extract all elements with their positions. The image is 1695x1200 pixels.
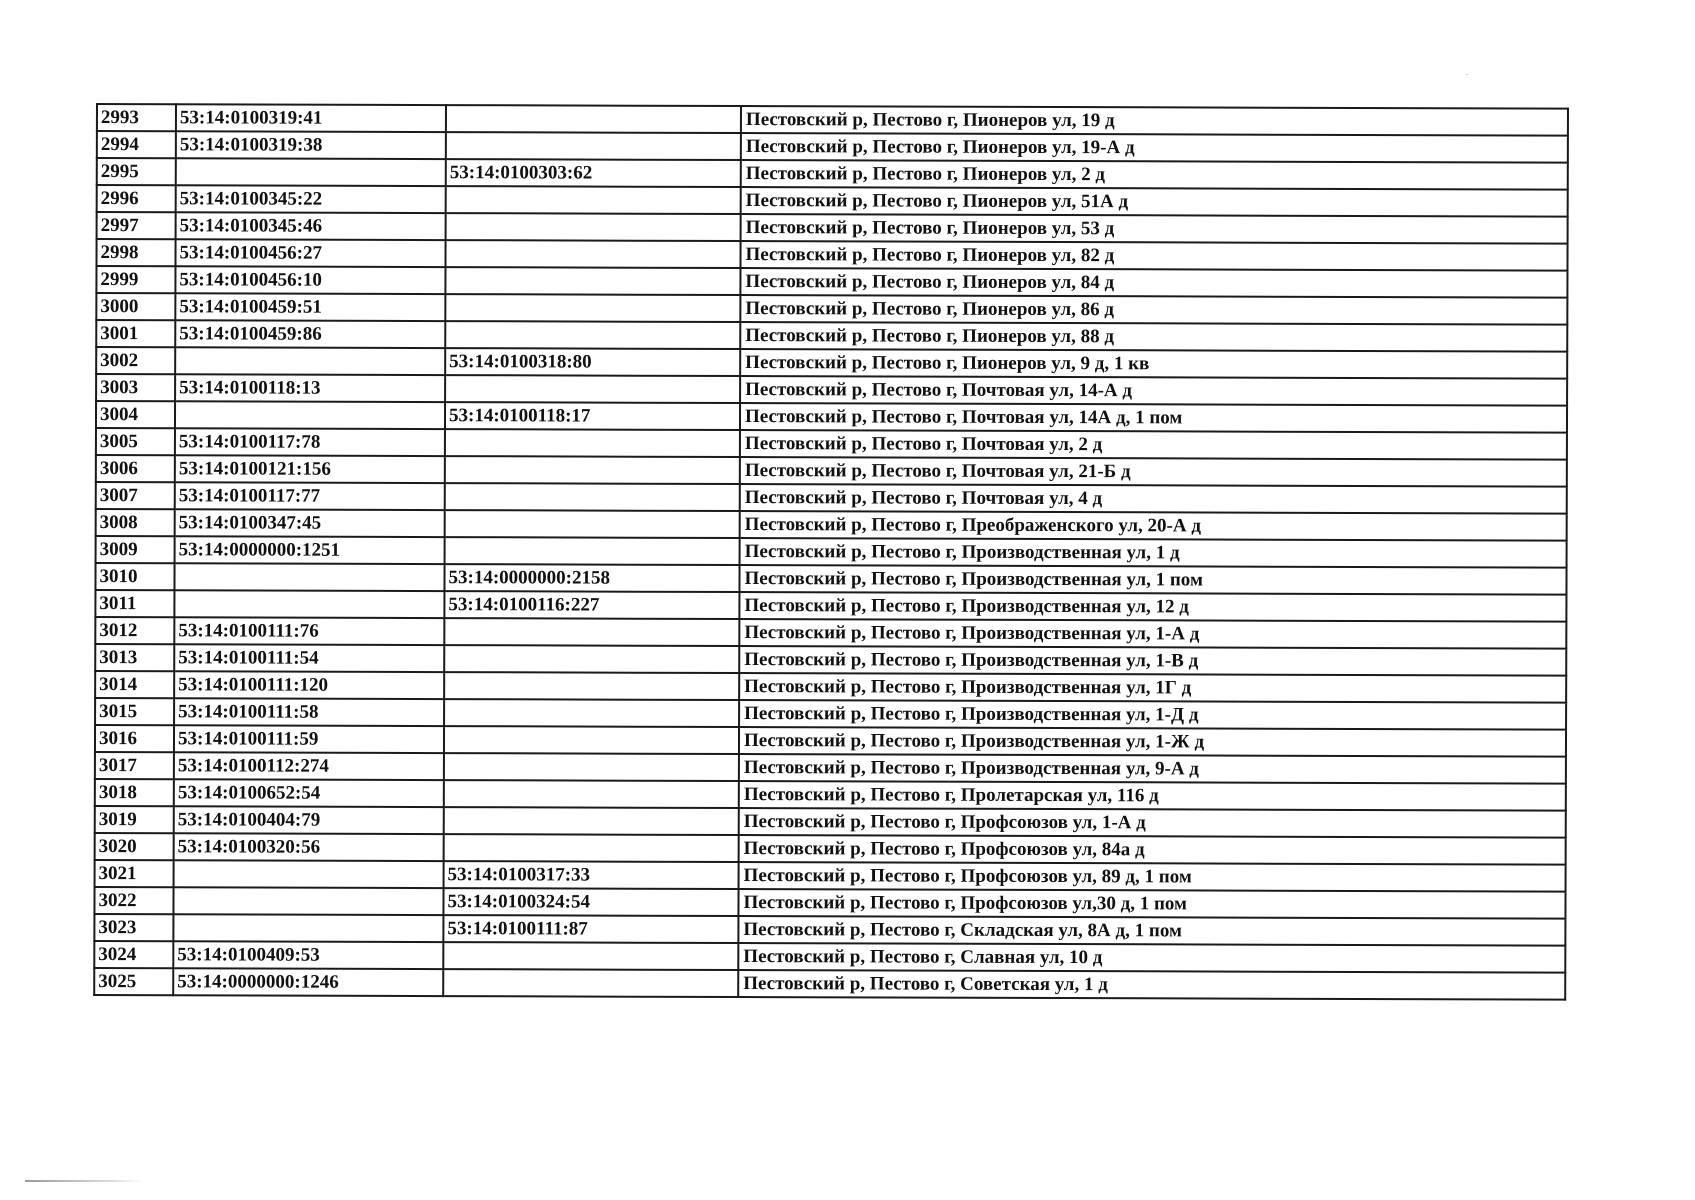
row-number-cell: 3009 — [96, 536, 175, 563]
premises-cadastral-number-cell — [443, 969, 738, 997]
cadastral-number-cell: 53:14:0100121:156 — [175, 455, 445, 483]
register-table-body — [94, 104, 1568, 1000]
address-cell: Пестовский р, Пестово г, Пионеров ул, 88 д — [740, 322, 1567, 352]
row-number-cell: 3014 — [95, 671, 174, 698]
row-number-cell: 3022 — [94, 887, 173, 914]
row-number-cell: 3020 — [95, 833, 174, 860]
row-number-cell: 3019 — [95, 806, 174, 833]
cadastral-number-cell: 53:14:0100456:10 — [175, 266, 445, 294]
address-cell: Пестовский р, Пестово г, Пионеров ул, 84 д — [740, 268, 1567, 298]
address-cell: Пестовский р, Пестово г, Пионеров ул, 9 д, 1 кв — [740, 349, 1567, 379]
cadastral-number-cell: 53:14:0100111:76 — [174, 617, 444, 645]
cadastral-number-cell: 53:14:0100404:79 — [174, 806, 444, 834]
address-cell: Пестовский р, Пестово г, Профсоюзов ул, 84а д — [739, 835, 1566, 865]
premises-cadastral-number-cell: 53:14:0000000:2158 — [444, 564, 739, 592]
premises-cadastral-number-cell: 53:14:0100118:17 — [445, 402, 740, 430]
row-number-cell: 2996 — [97, 185, 176, 212]
cadastral-number-cell — [174, 860, 444, 888]
cadastral-number-cell: 53:14:0100409:53 — [173, 941, 443, 969]
address-cell: Пестовский р, Пестово г, Производственная ул, 1 пом — [739, 565, 1566, 595]
row-number-cell: 2999 — [96, 266, 175, 293]
cadastral-number-cell — [174, 590, 444, 618]
address-cell: Пестовский р, Пестово г, Почтовая ул, 14А д, 1 пом — [740, 403, 1567, 433]
address-cell: Пестовский р, Пестово г, Пионеров ул, 19 д — [741, 106, 1568, 136]
premises-cadastral-number-cell: 53:14:0100318:80 — [445, 348, 740, 376]
address-cell: Пестовский р, Пестово г, Пионеров ул, 2 д — [741, 160, 1568, 190]
row-number-cell: 3023 — [94, 914, 173, 941]
address-cell: Пестовский р, Пестово г, Пионеров ул, 51А д — [741, 187, 1568, 217]
scan-speck — [1466, 74, 1468, 75]
premises-cadastral-number-cell — [445, 375, 740, 403]
premises-cadastral-number-cell — [446, 132, 741, 160]
address-cell: Пестовский р, Пестово г, Пионеров ул, 82 д — [740, 241, 1567, 271]
premises-cadastral-number-cell — [444, 645, 739, 673]
address-cell: Пестовский р, Пестово г, Производственная ул, 1-Д д — [739, 700, 1566, 730]
row-number-cell: 3002 — [96, 347, 175, 374]
cadastral-number-cell: 53:14:0100345:22 — [176, 185, 446, 213]
premises-cadastral-number-cell — [446, 105, 741, 133]
cadastral-number-cell: 53:14:0100111:58 — [174, 698, 444, 726]
premises-cadastral-number-cell — [444, 699, 739, 727]
cadastral-number-cell: 53:14:0100652:54 — [174, 779, 444, 807]
cadastral-number-cell: 53:14:0100319:41 — [176, 104, 446, 132]
premises-cadastral-number-cell — [445, 294, 740, 322]
address-cell: Пестовский р, Пестово г, Пионеров ул, 53 д — [741, 214, 1568, 244]
premises-cadastral-number-cell — [445, 429, 740, 457]
address-cell: Пестовский р, Пестово г, Пионеров ул, 19-А д — [741, 133, 1568, 163]
address-cell: Пестовский р, Пестово г, Производственная ул, 1 д — [740, 538, 1567, 568]
premises-cadastral-number-cell — [443, 942, 738, 970]
address-cell: Пестовский р, Пестово г, Почтовая ул, 4 д — [740, 484, 1567, 514]
premises-cadastral-number-cell — [444, 672, 739, 700]
cadastral-number-cell — [174, 563, 444, 591]
address-cell: Пестовский р, Пестово г, Производственная ул, 1-А д — [739, 619, 1566, 649]
row-number-cell: 3004 — [96, 401, 175, 428]
cadastral-number-cell: 53:14:0100345:46 — [176, 212, 446, 240]
cadastral-number-cell — [173, 914, 443, 942]
premises-cadastral-number-cell — [444, 726, 739, 754]
cadastral-number-cell: 53:14:0100459:86 — [175, 320, 445, 348]
cadastral-number-cell: 53:14:0100111:120 — [174, 671, 444, 699]
row-number-cell: 2995 — [97, 158, 176, 185]
address-cell: Пестовский р, Пестово г, Преображенского ул, 20-А д — [740, 511, 1567, 541]
row-number-cell: 2993 — [97, 104, 176, 131]
premises-cadastral-number-cell — [445, 321, 740, 349]
row-number-cell: 3005 — [96, 428, 175, 455]
premises-cadastral-number-cell — [444, 780, 739, 808]
address-cell: Пестовский р, Пестово г, Пионеров ул, 86 д — [740, 295, 1567, 325]
cadastral-number-cell: 53:14:0100347:45 — [175, 509, 445, 537]
premises-cadastral-number-cell — [445, 240, 740, 268]
row-number-cell: 3012 — [95, 617, 174, 644]
premises-cadastral-number-cell — [444, 618, 739, 646]
address-cell: Пестовский р, Пестово г, Производственная ул, 1-В д — [739, 646, 1566, 676]
cadastral-number-cell: 53:14:0100111:54 — [174, 644, 444, 672]
address-cell: Пестовский р, Пестово г, Почтовая ул, 14-А д — [740, 376, 1567, 406]
address-cell: Пестовский р, Пестово г, Профсоюзов ул, 1-А д — [739, 808, 1566, 838]
address-cell: Пестовский р, Пестово г, Складская ул, 8А д, 1 пом — [738, 916, 1565, 946]
row-number-cell: 3017 — [95, 752, 174, 779]
address-cell: Пестовский р, Пестово г, Производственная ул, 1Г д — [739, 673, 1566, 703]
premises-cadastral-number-cell: 53:14:0100111:87 — [443, 915, 738, 943]
cadastral-number-cell — [175, 401, 445, 429]
cadastral-number-cell: 53:14:0100111:59 — [174, 725, 444, 753]
row-number-cell: 2997 — [97, 212, 176, 239]
property-register-table — [93, 103, 1569, 1001]
cadastral-number-cell: 53:14:0100118:13 — [175, 374, 445, 402]
address-cell: Пестовский р, Пестово г, Профсоюзов ул,30 д, 1 пом — [738, 889, 1565, 919]
premises-cadastral-number-cell — [444, 834, 739, 862]
row-number-cell: 3021 — [95, 860, 174, 887]
cadastral-number-cell: 53:14:0100117:77 — [175, 482, 445, 510]
premises-cadastral-number-cell: 53:14:0100317:33 — [444, 861, 739, 889]
address-cell: Пестовский р, Пестово г, Производственная ул, 12 д — [739, 592, 1566, 622]
scan-artifact-line — [25, 1180, 143, 1182]
cadastral-number-cell: 53:14:0100320:56 — [174, 833, 444, 861]
address-cell: Пестовский р, Пестово г, Почтовая ул, 21-Б д — [740, 457, 1567, 487]
cadastral-number-cell: 53:14:0100117:78 — [175, 428, 445, 456]
row-number-cell: 3006 — [96, 455, 175, 482]
row-number-cell: 3015 — [95, 698, 174, 725]
cadastral-number-cell: 53:14:0000000:1251 — [175, 536, 445, 564]
address-cell: Пестовский р, Пестово г, Профсоюзов ул, 89 д, 1 пом — [739, 862, 1566, 892]
address-cell: Пестовский р, Пестово г, Советская ул, 1 д — [738, 970, 1565, 1000]
premises-cadastral-number-cell: 53:14:0100324:54 — [443, 888, 738, 916]
row-number-cell: 3000 — [96, 293, 175, 320]
cadastral-number-cell: 53:14:0000000:1246 — [173, 968, 443, 996]
premises-cadastral-number-cell — [445, 267, 740, 295]
address-cell: Пестовский р, Пестово г, Пролетарская ул, 116 д — [739, 781, 1566, 811]
address-cell: Пестовский р, Пестово г, Славная ул, 10 д — [738, 943, 1565, 973]
cadastral-number-cell — [175, 347, 445, 375]
row-number-cell: 3018 — [95, 779, 174, 806]
row-number-cell: 2998 — [96, 239, 175, 266]
cadastral-number-cell — [176, 158, 446, 186]
row-number-cell: 3013 — [95, 644, 174, 671]
row-number-cell: 3025 — [94, 968, 173, 995]
cadastral-number-cell: 53:14:0100319:38 — [176, 131, 446, 159]
address-cell: Пестовский р, Пестово г, Почтовая ул, 2 д — [740, 430, 1567, 460]
row-number-cell: 3010 — [95, 563, 174, 590]
row-number-cell: 3003 — [96, 374, 175, 401]
premises-cadastral-number-cell — [445, 483, 740, 511]
premises-cadastral-number-cell — [445, 456, 740, 484]
row-number-cell: 3008 — [96, 509, 175, 536]
premises-cadastral-number-cell — [444, 807, 739, 835]
premises-cadastral-number-cell: 53:14:0100303:62 — [446, 159, 741, 187]
row-number-cell: 3024 — [94, 941, 173, 968]
premises-cadastral-number-cell — [444, 753, 739, 781]
row-number-cell: 3001 — [96, 320, 175, 347]
premises-cadastral-number-cell — [446, 186, 741, 214]
premises-cadastral-number-cell — [446, 213, 741, 241]
row-number-cell: 3016 — [95, 725, 174, 752]
row-number-cell: 3011 — [95, 590, 174, 617]
premises-cadastral-number-cell: 53:14:0100116:227 — [444, 591, 739, 619]
table-row — [94, 968, 1565, 1000]
row-number-cell: 2994 — [97, 131, 176, 158]
address-cell: Пестовский р, Пестово г, Производственная ул, 1-Ж д — [739, 727, 1566, 757]
cadastral-number-cell: 53:14:0100112:274 — [174, 752, 444, 780]
premises-cadastral-number-cell — [445, 510, 740, 538]
row-number-cell: 3007 — [96, 482, 175, 509]
premises-cadastral-number-cell — [445, 537, 740, 565]
address-cell: Пестовский р, Пестово г, Производственная ул, 9-А д — [739, 754, 1566, 784]
cadastral-number-cell — [173, 887, 443, 915]
cadastral-number-cell: 53:14:0100456:27 — [175, 239, 445, 267]
cadastral-number-cell: 53:14:0100459:51 — [175, 293, 445, 321]
